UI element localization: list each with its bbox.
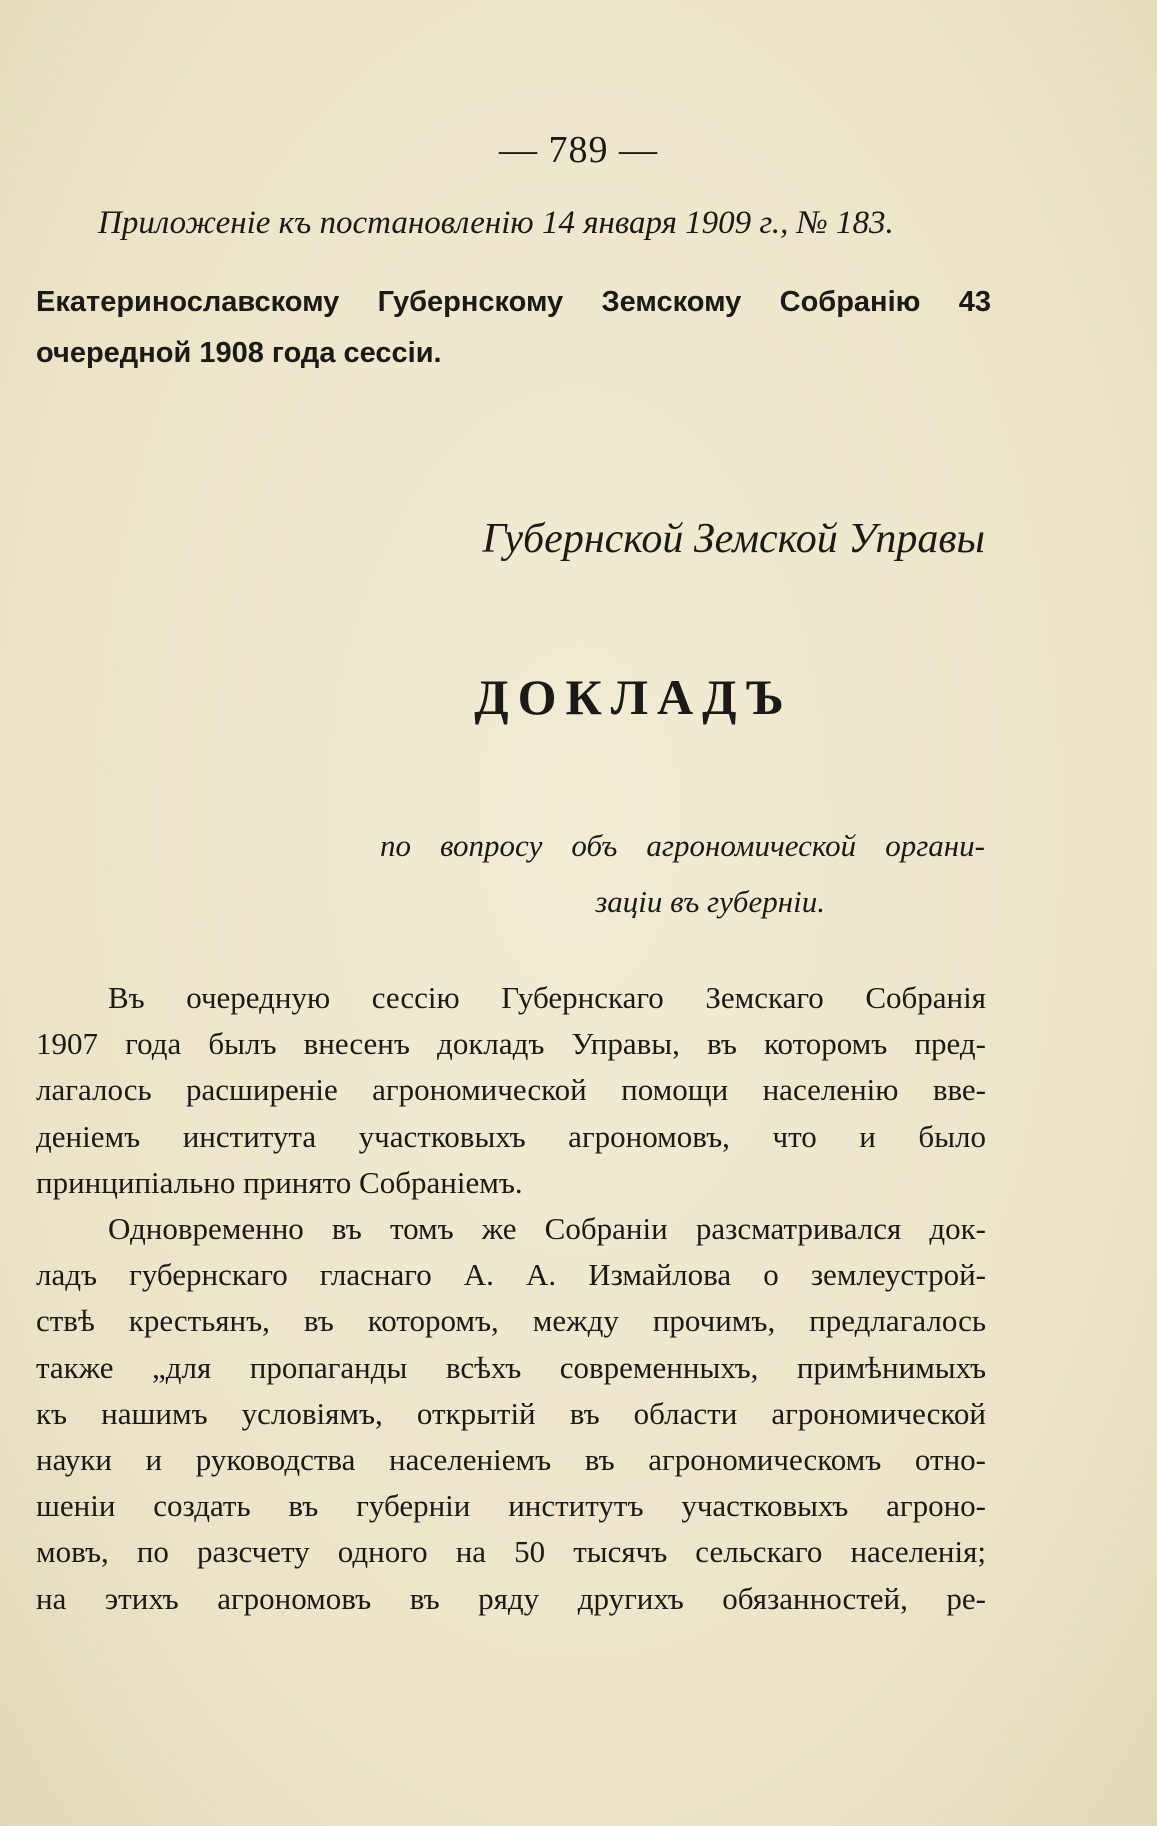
paragraph-2 bbox=[36, 1206, 986, 1622]
text-line: Одновременно въ томъ же Собраніи разсматривался док- bbox=[108, 1211, 986, 1247]
subject-line-1: по вопросу объ агрономической органи- bbox=[380, 828, 985, 863]
text-line: ладъ губернскаго гласнаго А. А. Измайлова о землеустрой- bbox=[36, 1257, 986, 1293]
document-title: ДОКЛАДЪ bbox=[474, 669, 793, 725]
addressee-line-1: Екатеринославскому Губернскому Земскому Собранію 43 bbox=[36, 286, 991, 318]
text-line: шеніи создать въ губерніи институтъ участковыхъ агроно- bbox=[36, 1488, 986, 1524]
text-line: Въ очередную сессію Губернскаго Земскаго Собранія bbox=[108, 980, 986, 1015]
text-line: также „для пропаганды всѣхъ современныхъ, примѣнимыхъ bbox=[36, 1349, 986, 1385]
text-line: 1907 года былъ внесенъ докладъ Управы, въ которомъ пред- bbox=[36, 1026, 986, 1062]
text-line: ствѣ крестьянъ, въ которомъ, между прочимъ, предлагалось bbox=[36, 1303, 986, 1339]
page-number: — 789 — bbox=[499, 129, 658, 171]
report-subject bbox=[380, 818, 985, 930]
text-line: на этихъ агрономовъ въ ряду другихъ обязанностей, ре- bbox=[36, 1580, 986, 1616]
text-line: деніемъ института участковыхъ агрономовъ, что и было bbox=[36, 1118, 986, 1154]
addressee-line-2: очередной 1908 года сессіи. bbox=[36, 337, 442, 369]
appendix-note: Приложеніе къ постановленію 14 января 1909 г., № 183. bbox=[98, 205, 894, 241]
text-line: лагалось расширеніе агрономической помощи населенію вве- bbox=[36, 1072, 986, 1108]
text-line: науки и руководства населеніемъ въ агрономическомъ отно- bbox=[36, 1442, 986, 1478]
addressee bbox=[36, 277, 991, 379]
board-title: Губернской Земской Управы bbox=[482, 516, 985, 562]
text-line: къ нашимъ условіямъ, открытій въ области агрономической bbox=[36, 1395, 986, 1431]
text-line: мовъ, по разсчету одного на 50 тысячъ сельскаго населенія; bbox=[36, 1534, 986, 1570]
text-line: принципіально принято Собраніемъ. bbox=[36, 1164, 523, 1200]
subject-line-2: заціи въ губерніи. bbox=[595, 884, 825, 919]
paragraph-1 bbox=[36, 975, 986, 1206]
body-text bbox=[36, 975, 986, 1622]
